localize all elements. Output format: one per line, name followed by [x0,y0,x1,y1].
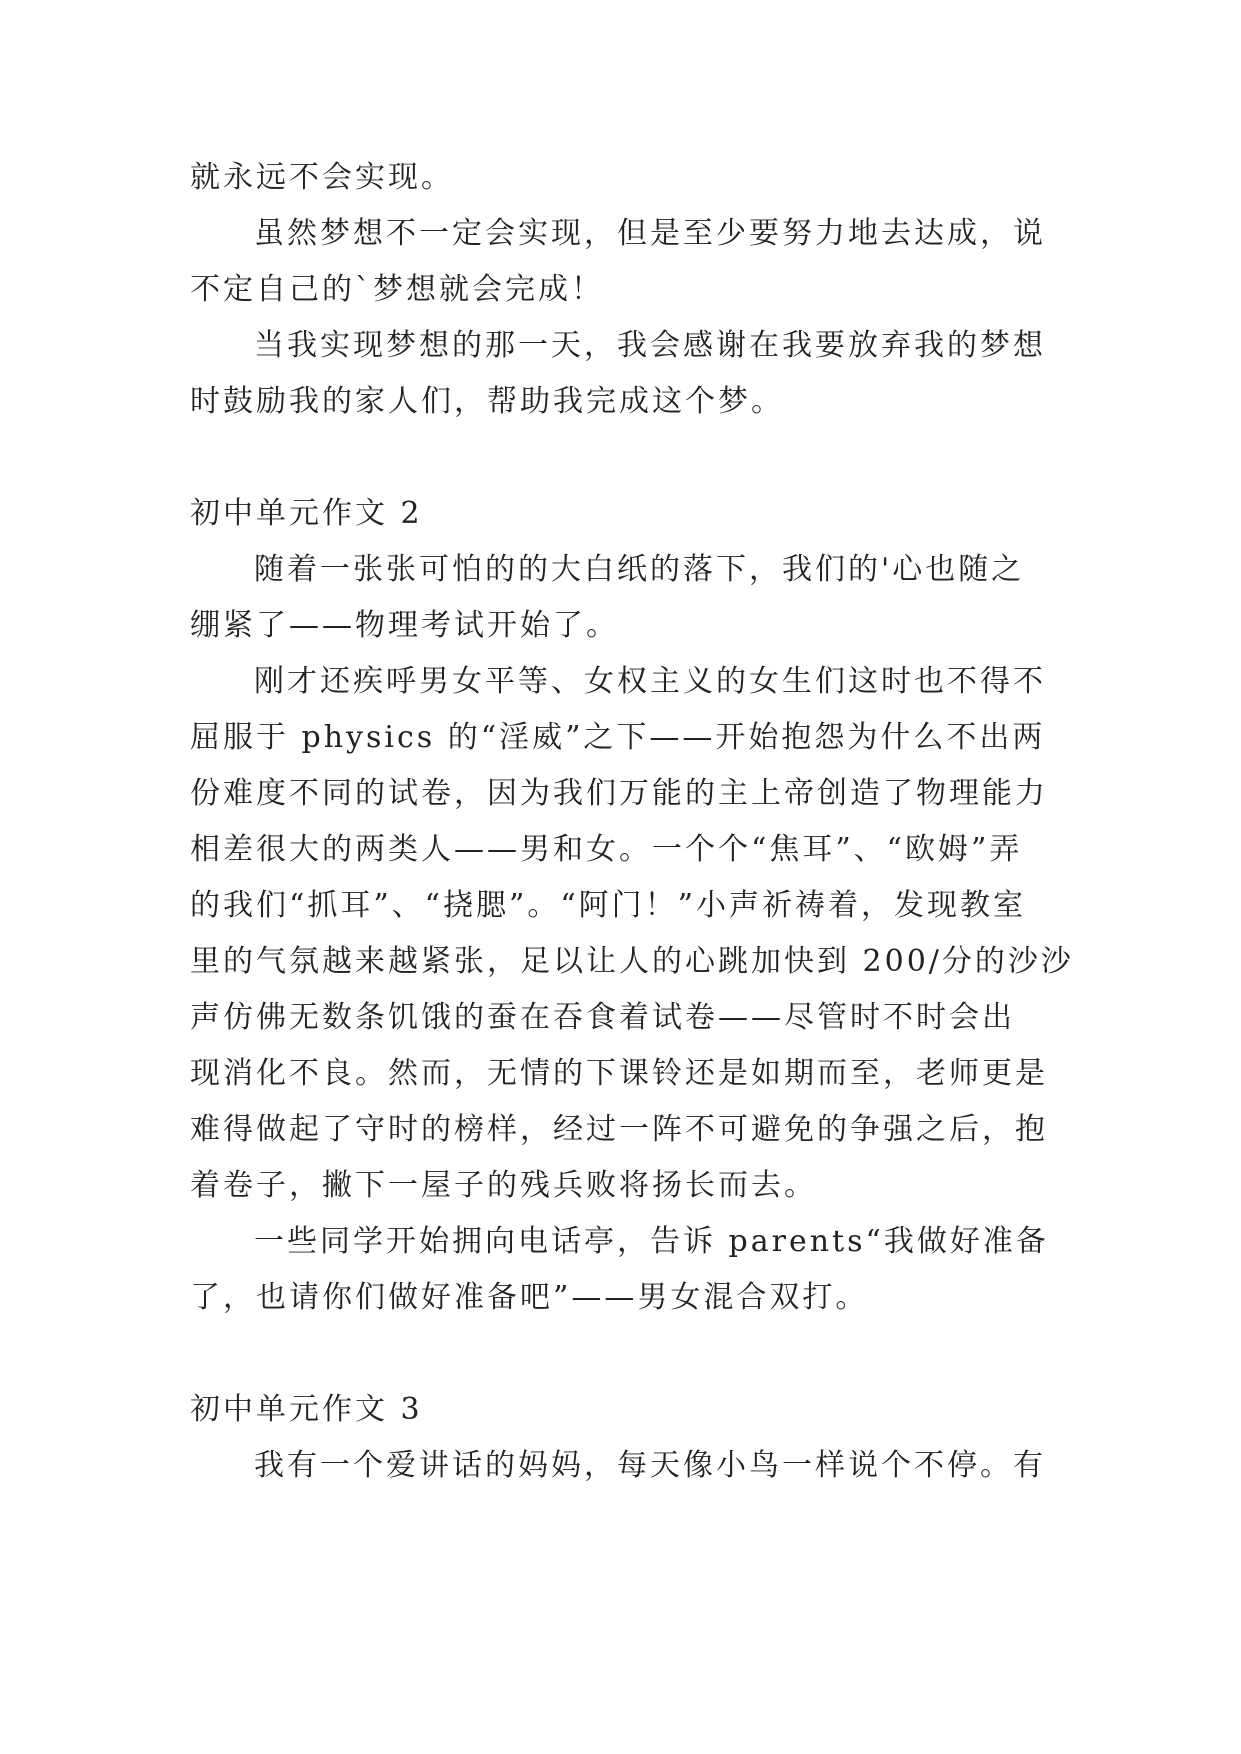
paragraph [190,1214,1050,1326]
text-line: 绷紧了——物理考试开始了。 [190,608,619,643]
paragraph [190,318,1050,430]
text-line: 刚才还疾呼男女平等、女权主义的女生们这时也不得不 [254,664,1046,699]
text-line: 时鼓励我的家人们，帮助我完成这个梦。 [190,384,784,419]
text-line: 虽然梦想不一定会实现，但是至少要努力地去达成，说 [254,216,1046,251]
paragraph [190,654,1074,1214]
text-line: 我有一个爱讲话的妈妈，每天像小鸟一样说个不停。有 [254,1448,1046,1483]
paragraph [190,206,1050,318]
text-line: 的我们“抓耳”、“挠腮”。“阿门！”小声祈祷着，发现教室 [190,888,1027,923]
section-3 [190,1382,1050,1494]
text-line: 当我实现梦想的那一天，我会感谢在我要放弃我的梦想 [254,328,1046,363]
text-line: 屈服于 physics 的“淫威”之下——开始抱怨为什么不出两 [190,720,1046,755]
section-2 [190,486,1074,1326]
section-title: 初中单元作文 3 [190,1392,423,1427]
text-line: 相差很大的两类人——男和女。一个个“焦耳”、“欧姆”弄 [190,832,1023,867]
paragraph [190,1438,1050,1494]
text-line: 随着一张张可怕的的大白纸的落下，我们的'心也随之 [254,552,1025,587]
text-line: 份难度不同的试卷，因为我们万能的主上帝创造了物理能力 [190,776,1048,811]
text-line: 声仿佛无数条饥饿的蚕在吞食着试卷——尽管时不时会出 [190,1000,1015,1035]
text-line: 就永远不会实现。 [190,160,454,195]
text-line: 里的气氛越来越紧张，足以让人的心跳加快到 200/分的沙沙 [190,944,1074,979]
text-line: 难得做起了守时的榜样，经过一阵不可避免的争强之后，抱 [190,1112,1048,1147]
text-line: 了，也请你们做好准备吧”——男女混合双打。 [190,1280,869,1315]
text-line: 现消化不良。然而，无情的下课铃还是如期而至，老师更是 [190,1056,1048,1091]
text-line: 不定自己的`梦想就会完成！ [190,272,604,307]
paragraph [190,150,1050,206]
paragraph [190,542,1050,654]
section-spacer [190,1326,1050,1382]
section-spacer [190,430,1050,486]
document-page [190,150,1074,1494]
section-1 [190,150,1050,430]
text-line: 着卷子，撇下一屋子的残兵败将扬长而去。 [190,1168,817,1203]
text-line: 一些同学开始拥向电话亭，告诉 parents“我做好准备 [254,1224,1049,1259]
section-title: 初中单元作文 2 [190,496,423,531]
